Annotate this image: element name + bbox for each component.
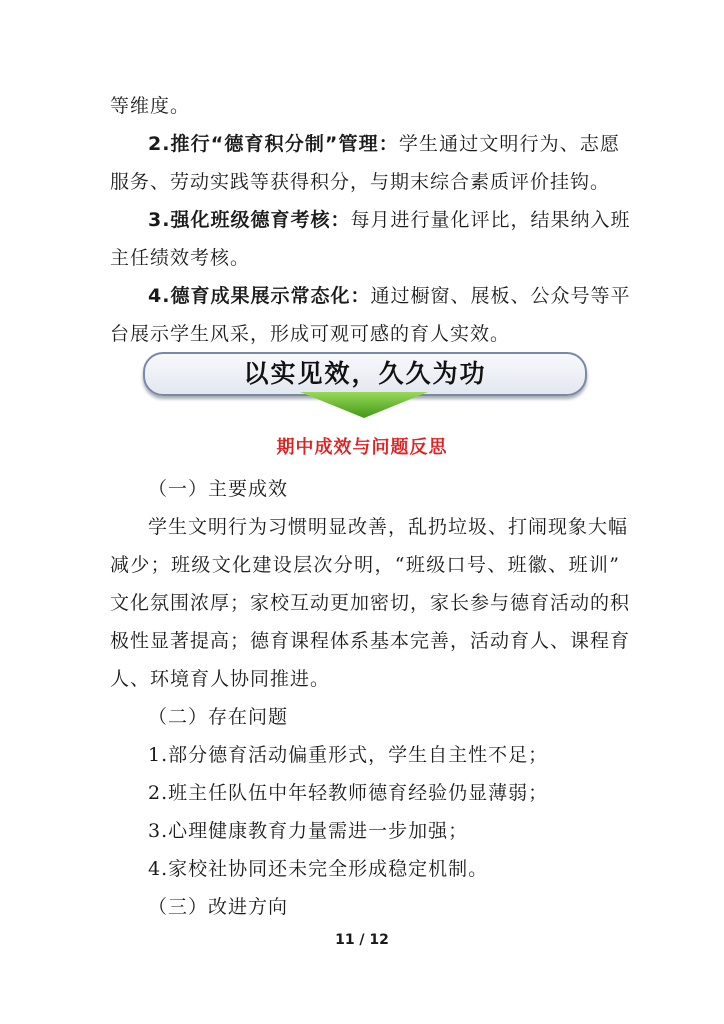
item-text: 每月进行量化评比，结果纳入班 xyxy=(350,209,631,231)
paragraph-line: 学生文明行为习惯明显改善，乱扔垃圾、打闹现象大幅 xyxy=(148,516,629,538)
paragraph-line: 文化氛围浓厚；家校互动更加密切，家长参与德育活动的积 xyxy=(110,592,631,614)
item-text: 通过橱窗、展板、公众号等平 xyxy=(370,285,631,307)
list-item: 2.班主任队伍中年轻教师德育经验仍显薄弱； xyxy=(148,782,549,804)
paragraph-line: 极性显著提高；德育课程体系基本完善，活动育人、课程育 xyxy=(110,630,631,652)
text-line xyxy=(148,283,631,309)
text-line: 台展示学生风采，形成可观可感的育人实效。 xyxy=(110,323,511,345)
text-line: 主任绩效考核。 xyxy=(110,247,251,269)
section-subtitle: 期中成效与问题反思 xyxy=(276,437,448,458)
item-title: 2.推行“德育积分制”管理： xyxy=(148,133,399,155)
text-line xyxy=(148,207,631,233)
list-item: 4.家校社协同还未完全形成稳定机制。 xyxy=(148,858,489,880)
text-line: 服务、劳动实践等获得积分，与期末综合素质评价挂钩。 xyxy=(110,171,611,193)
text-line xyxy=(148,131,620,157)
down-arrow-icon xyxy=(300,392,428,418)
list-item: 1.部分德育活动偏重形式，学生自主性不足； xyxy=(148,744,549,766)
section-heading: （二）存在问题 xyxy=(148,706,289,728)
paragraph-line: 减少；班级文化建设层次分明，“班级口号、班徽、班训” xyxy=(110,554,620,576)
section-heading: （一）主要成效 xyxy=(148,478,289,500)
list-item: 3.心理健康教育力量需进一步加强； xyxy=(148,820,469,842)
section-heading: （三）改进方向 xyxy=(148,896,289,918)
paragraph-line: 人、环境育人协同推进。 xyxy=(110,668,331,690)
section-banner: 以实见效，久久为功 xyxy=(143,352,587,396)
page-number: 11 / 12 xyxy=(335,932,389,948)
text-line: 等维度。 xyxy=(110,95,191,117)
item-text: 学生通过文明行为、志愿 xyxy=(398,133,620,155)
item-title: 3.强化班级德育考核： xyxy=(148,209,351,231)
item-title: 4.德育成果展示常态化： xyxy=(148,285,371,307)
